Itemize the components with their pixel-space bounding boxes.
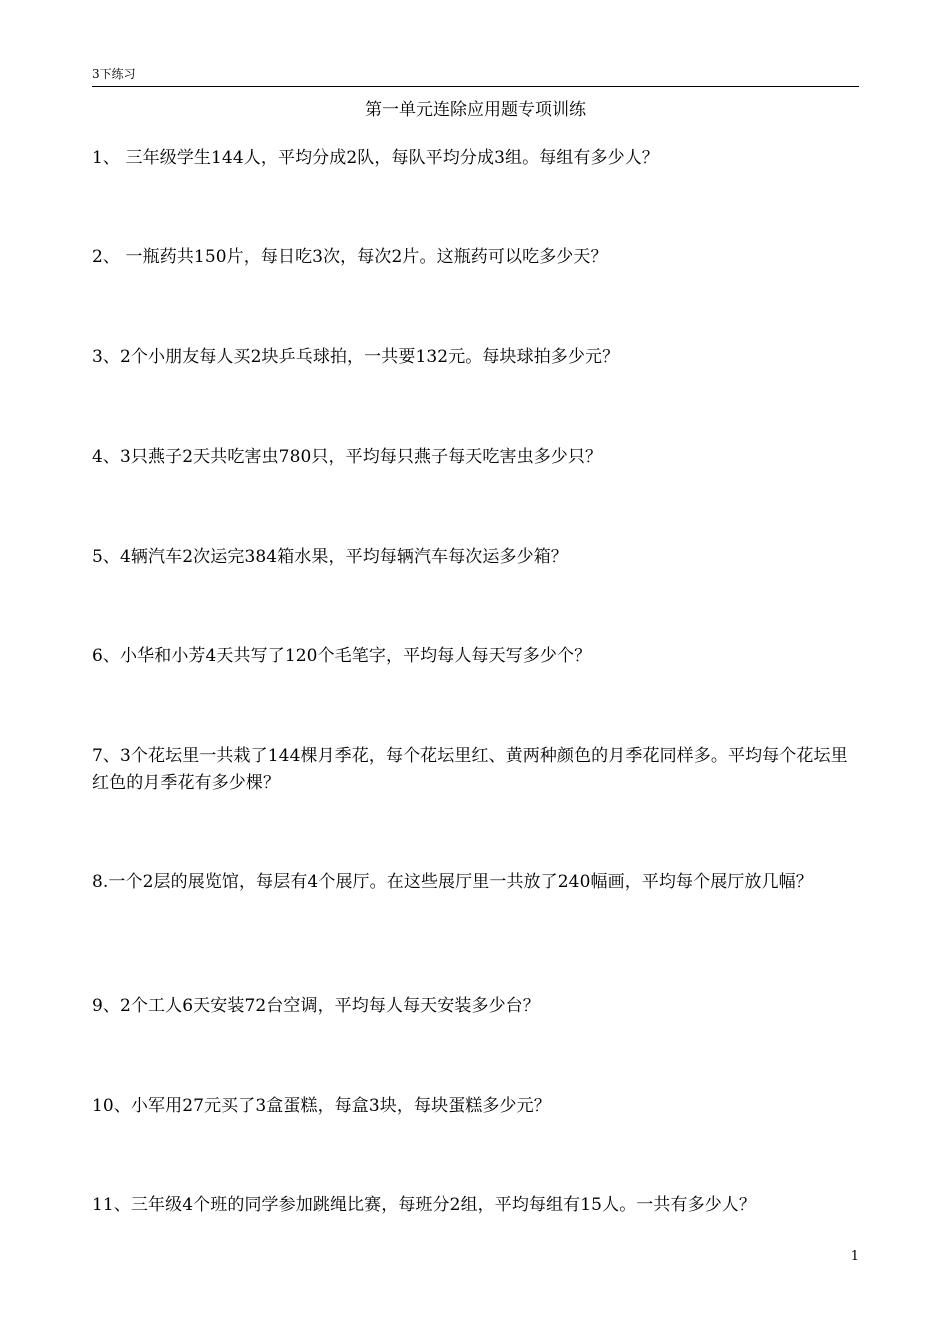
question-11: 11、三年级4个班的同学参加跳绳比赛，每班分2组，平均每组有15人。一共有多少人？ <box>92 1195 756 1215</box>
question-4: 4、3只燕子2天共吃害虫780只，平均每只燕子每天吃害虫多少只？ <box>92 447 603 467</box>
page-number: 1 <box>850 1249 859 1264</box>
question-7: 7、3个花坛里一共栽了144棵月季花，每个花坛里红、黄两种颜色的月季花同样多。平均每个花坛里红色的月季花有多少棵？ <box>92 746 848 793</box>
question-3: 3、2个小朋友每人买2块乒乓球拍，一共要132元。每块球拍多少元？ <box>92 347 620 367</box>
question-5: 5、4辆汽车2次运完384箱水果，平均每辆汽车每次运多少箱？ <box>92 547 568 567</box>
page-header <box>92 66 859 87</box>
question-8: 8.一个2层的展览馆，每层有4个展厅。在这些展厅里一共放了240幅画，平均每个展厅放几幅？ <box>92 872 813 892</box>
question-6: 6、小华和小芳4天共写了120个毛笔字，平均每人每天写多少个？ <box>92 646 592 666</box>
question-1: 1、 三年级学生144人，平均分成2队，每队平均分成3组。每组有多少人？ <box>92 148 659 168</box>
header-label: 3下练习 <box>92 67 136 81</box>
question-2: 2、 一瓶药共150片，每日吃3次，每次2片。这瓶药可以吃多少天？ <box>92 247 608 267</box>
question-10: 10、小军用27元买了3盒蛋糕，每盒3块，每块蛋糕多少元？ <box>92 1096 551 1116</box>
question-9: 9、2个工人6天安装72台空调，平均每人每天安装多少台？ <box>92 996 540 1016</box>
worksheet-title: 第一单元连除应用题专项训练 <box>365 100 586 120</box>
